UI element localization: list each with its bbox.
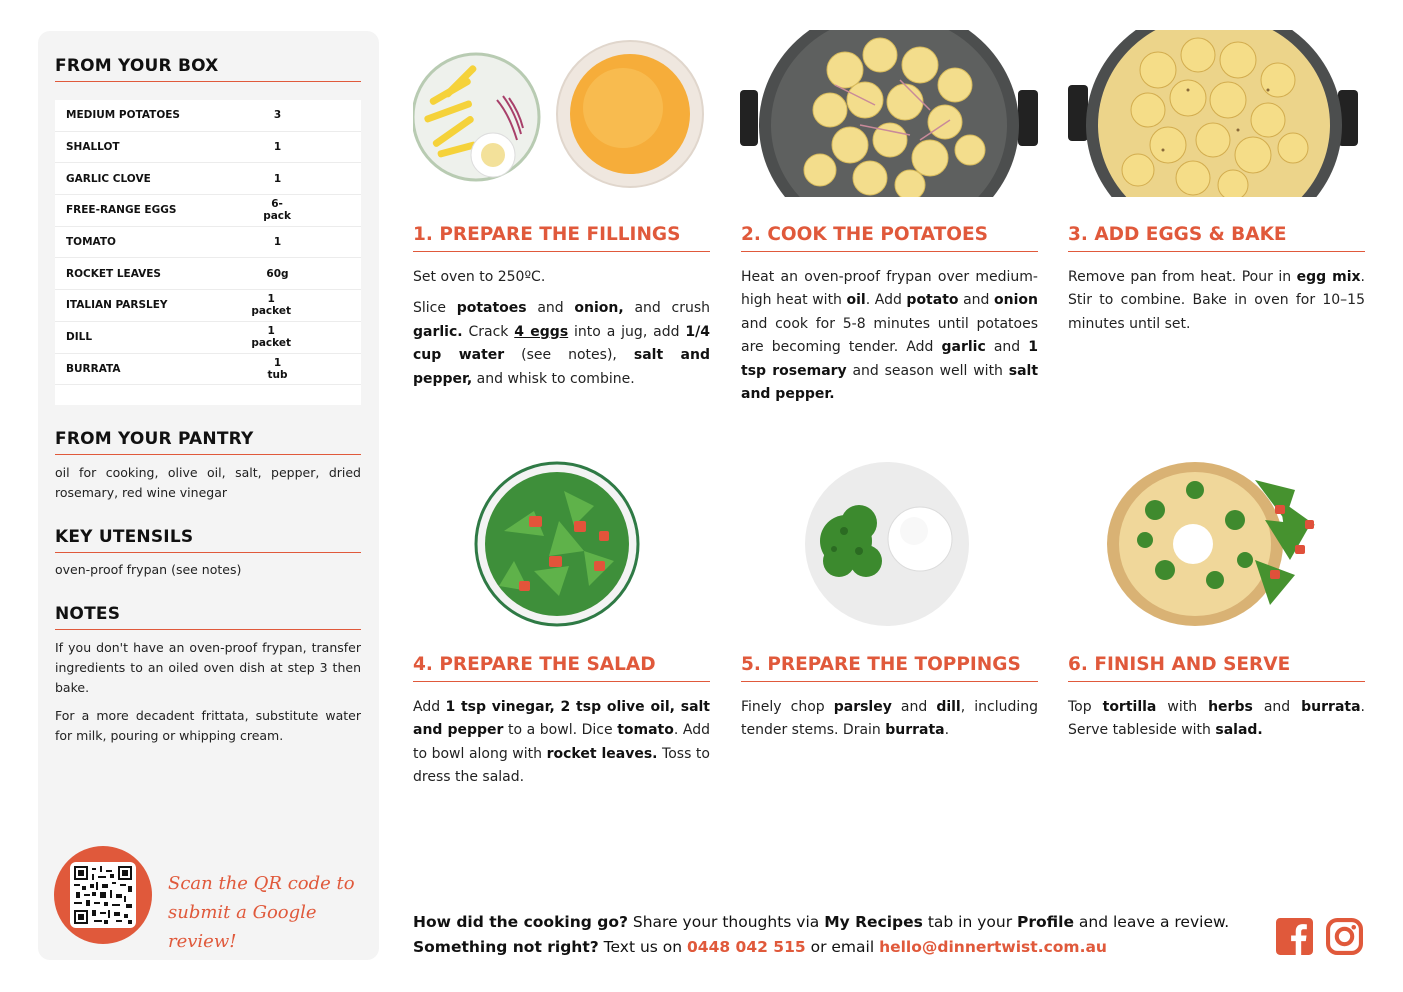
table-row bbox=[55, 258, 361, 290]
table-row bbox=[55, 290, 361, 322]
text: and leave a review. bbox=[1073, 913, 1230, 931]
utensils-text: oven-proof frypan (see notes) bbox=[55, 562, 242, 577]
ingredient: burrata bbox=[1301, 699, 1361, 715]
step5-photo bbox=[804, 461, 970, 627]
ingredient: potatoes bbox=[456, 300, 527, 317]
step2-photo bbox=[740, 30, 1038, 197]
ingredient-name: DILL bbox=[66, 331, 93, 344]
ingredient: rocket leaves. bbox=[546, 745, 658, 762]
notes-title: NOTES bbox=[55, 604, 361, 630]
step-6-title: 6. FINISH AND SERVE bbox=[1068, 654, 1365, 682]
ingredient-name: ITALIAN PARSLEY bbox=[66, 299, 168, 312]
ingredient: 1/4 cup water bbox=[413, 323, 710, 364]
key-utensils-title: KEY UTENSILS bbox=[55, 527, 361, 553]
ingredient: dill bbox=[936, 699, 961, 715]
step-1-title: 1. PREPARE THE FILLINGS bbox=[413, 224, 710, 252]
ingredient: parsley bbox=[833, 699, 892, 715]
ingredient-qty: 1 packet bbox=[251, 325, 291, 350]
ingredient: herbs bbox=[1208, 699, 1253, 715]
step-4-title: 4. PREPARE THE SALAD bbox=[413, 654, 710, 682]
ingredient-name: TOMATO bbox=[66, 236, 116, 249]
text: . bbox=[944, 722, 950, 739]
profile-label: Profile bbox=[1017, 913, 1074, 931]
ingredient-name: FREE-RANGE EGGS bbox=[66, 204, 177, 217]
table-row bbox=[55, 322, 361, 354]
qr-review-prompt bbox=[168, 869, 368, 956]
text: Crack bbox=[462, 323, 515, 340]
text: Toss to dress the salad. bbox=[413, 745, 710, 786]
step-1-text bbox=[413, 266, 710, 399]
ingredient-qty: 1 bbox=[273, 141, 282, 154]
ingredient: 1 tsp vinegar, 2 tsp olive oil, salt and pepper bbox=[413, 699, 711, 739]
step-6-text bbox=[1068, 696, 1365, 751]
ingredient: 1 tsp rosemary bbox=[741, 339, 1038, 379]
text: and bbox=[985, 339, 1029, 356]
note-2: For a more decadent frittata, substitute water for milk, pouring or whipping cream. bbox=[55, 708, 361, 743]
ingredient: 4 eggs bbox=[514, 323, 569, 340]
text: . Stir to combine. Bake in oven for 10–15 minutes until set. bbox=[1068, 269, 1365, 332]
ingredient-qty: 1 bbox=[273, 236, 282, 249]
ingredient-qty: 3 bbox=[273, 109, 282, 122]
table-row bbox=[55, 132, 361, 164]
ingredient: oil bbox=[846, 292, 866, 309]
step-5-title: 5. PREPARE THE TOPPINGS bbox=[741, 654, 1038, 682]
text: Add bbox=[413, 699, 446, 715]
table-row bbox=[55, 195, 361, 227]
ingredients-sidebar bbox=[38, 31, 379, 960]
text: . Add bbox=[865, 292, 907, 309]
ingredient-qty: 6-pack bbox=[263, 198, 291, 223]
text: (see notes), bbox=[504, 347, 634, 364]
text: and bbox=[526, 300, 575, 317]
step-4-text bbox=[413, 696, 710, 798]
from-your-pantry-title: FROM YOUR PANTRY bbox=[55, 429, 361, 455]
ingredient-name: SHALLOT bbox=[66, 141, 120, 154]
ingredient: salad. bbox=[1215, 722, 1263, 739]
text: Text us on bbox=[598, 938, 688, 956]
step1-photo bbox=[413, 38, 708, 188]
step4-photo bbox=[474, 461, 640, 627]
email-link[interactable]: hello@dinnertwist.com.au bbox=[879, 938, 1107, 956]
ingredient-name: GARLIC CLOVE bbox=[66, 172, 151, 185]
step-3-title: 3. ADD EGGS & BAKE bbox=[1068, 224, 1365, 252]
ingredient: onion, bbox=[574, 300, 624, 317]
step6-photo bbox=[1105, 460, 1325, 627]
ingredient: garlic bbox=[941, 339, 986, 356]
ingredient-qty: 1 bbox=[273, 172, 282, 185]
text: and season well with bbox=[846, 362, 1009, 379]
box-ingredients-table bbox=[55, 100, 361, 405]
ingredient-name: ROCKET LEAVES bbox=[66, 267, 161, 280]
text: , including tender stems. Drain bbox=[741, 699, 1038, 739]
text: . Serve tableside with bbox=[1068, 699, 1365, 739]
text: tab in your bbox=[922, 913, 1018, 931]
ingredient: salt and pepper. bbox=[741, 362, 1039, 403]
step3-photo bbox=[1068, 30, 1366, 197]
text: Top bbox=[1068, 699, 1103, 715]
text: Finely chop bbox=[741, 699, 834, 715]
ingredient: tortilla bbox=[1102, 699, 1157, 715]
facebook-icon[interactable] bbox=[1276, 918, 1313, 955]
step-3-text bbox=[1068, 266, 1365, 344]
phone-link[interactable]: 0448 042 515 bbox=[687, 938, 806, 956]
step-1-p1: Set oven to 250ºC. bbox=[413, 269, 546, 285]
feedback-footer bbox=[413, 910, 1229, 960]
text: . Add to bowl along with bbox=[413, 722, 710, 762]
table-row bbox=[55, 100, 361, 132]
ingredient: onion bbox=[994, 292, 1038, 309]
ingredient: salt and pepper, bbox=[413, 347, 710, 387]
text: and bbox=[1252, 699, 1302, 715]
qr-badge[interactable] bbox=[54, 846, 152, 944]
ingredient: egg mix bbox=[1296, 269, 1361, 285]
qr-line-1: Scan the QR code to bbox=[168, 873, 355, 894]
ingredient: tomato bbox=[617, 722, 674, 739]
text: and cook for 5-8 minutes until potatoes are becoming tender. Add bbox=[741, 315, 1038, 356]
qr-line-2: submit a Google review! bbox=[168, 902, 317, 952]
text: or email bbox=[805, 938, 880, 956]
ingredient: potato bbox=[906, 292, 959, 309]
instagram-icon[interactable] bbox=[1326, 918, 1363, 955]
ingredient-name: BURRATA bbox=[66, 362, 121, 375]
ingredient: garlic. bbox=[413, 323, 463, 340]
text: to a bowl. Dice bbox=[503, 722, 618, 739]
ingredient-qty: 60g bbox=[266, 267, 289, 280]
table-row bbox=[55, 227, 361, 259]
text: and crush bbox=[623, 300, 710, 317]
text: and bbox=[958, 292, 995, 309]
ingredient-name: MEDIUM POTATOES bbox=[66, 109, 180, 122]
step-5-text bbox=[741, 696, 1038, 751]
step-2-title: 2. COOK THE POTATOES bbox=[741, 224, 1038, 252]
qr-code-icon bbox=[74, 866, 132, 924]
text: with bbox=[1156, 699, 1209, 715]
table-row bbox=[55, 354, 361, 386]
my-recipes-label: My Recipes bbox=[824, 913, 923, 931]
text: and bbox=[891, 699, 937, 715]
text: and whisk to combine. bbox=[472, 370, 635, 387]
step-2-text bbox=[741, 266, 1038, 414]
support-question: Something not right? bbox=[413, 938, 599, 956]
text: Share your thoughts via bbox=[627, 913, 825, 931]
ingredient-qty: 1 packet bbox=[251, 293, 291, 318]
text: Remove pan from heat. Pour in bbox=[1068, 269, 1297, 285]
text: Slice bbox=[413, 300, 457, 317]
pantry-text: oil for cooking, olive oil, salt, pepper, dried rosemary, red wine vinegar bbox=[55, 465, 361, 500]
text: Heat an oven-proof frypan over medium-high heat with bbox=[741, 269, 1038, 309]
from-your-box-title: FROM YOUR BOX bbox=[55, 56, 361, 82]
text: into a jug, add bbox=[568, 323, 686, 340]
ingredient: burrata bbox=[885, 722, 945, 739]
ingredient-qty: 1 tub bbox=[267, 356, 288, 381]
feedback-question: How did the cooking go? bbox=[413, 913, 628, 931]
table-row bbox=[55, 163, 361, 195]
note-1: If you don't have an oven-proof frypan, transfer ingredients to an oiled oven dish at step 3 then bake. bbox=[55, 640, 361, 695]
